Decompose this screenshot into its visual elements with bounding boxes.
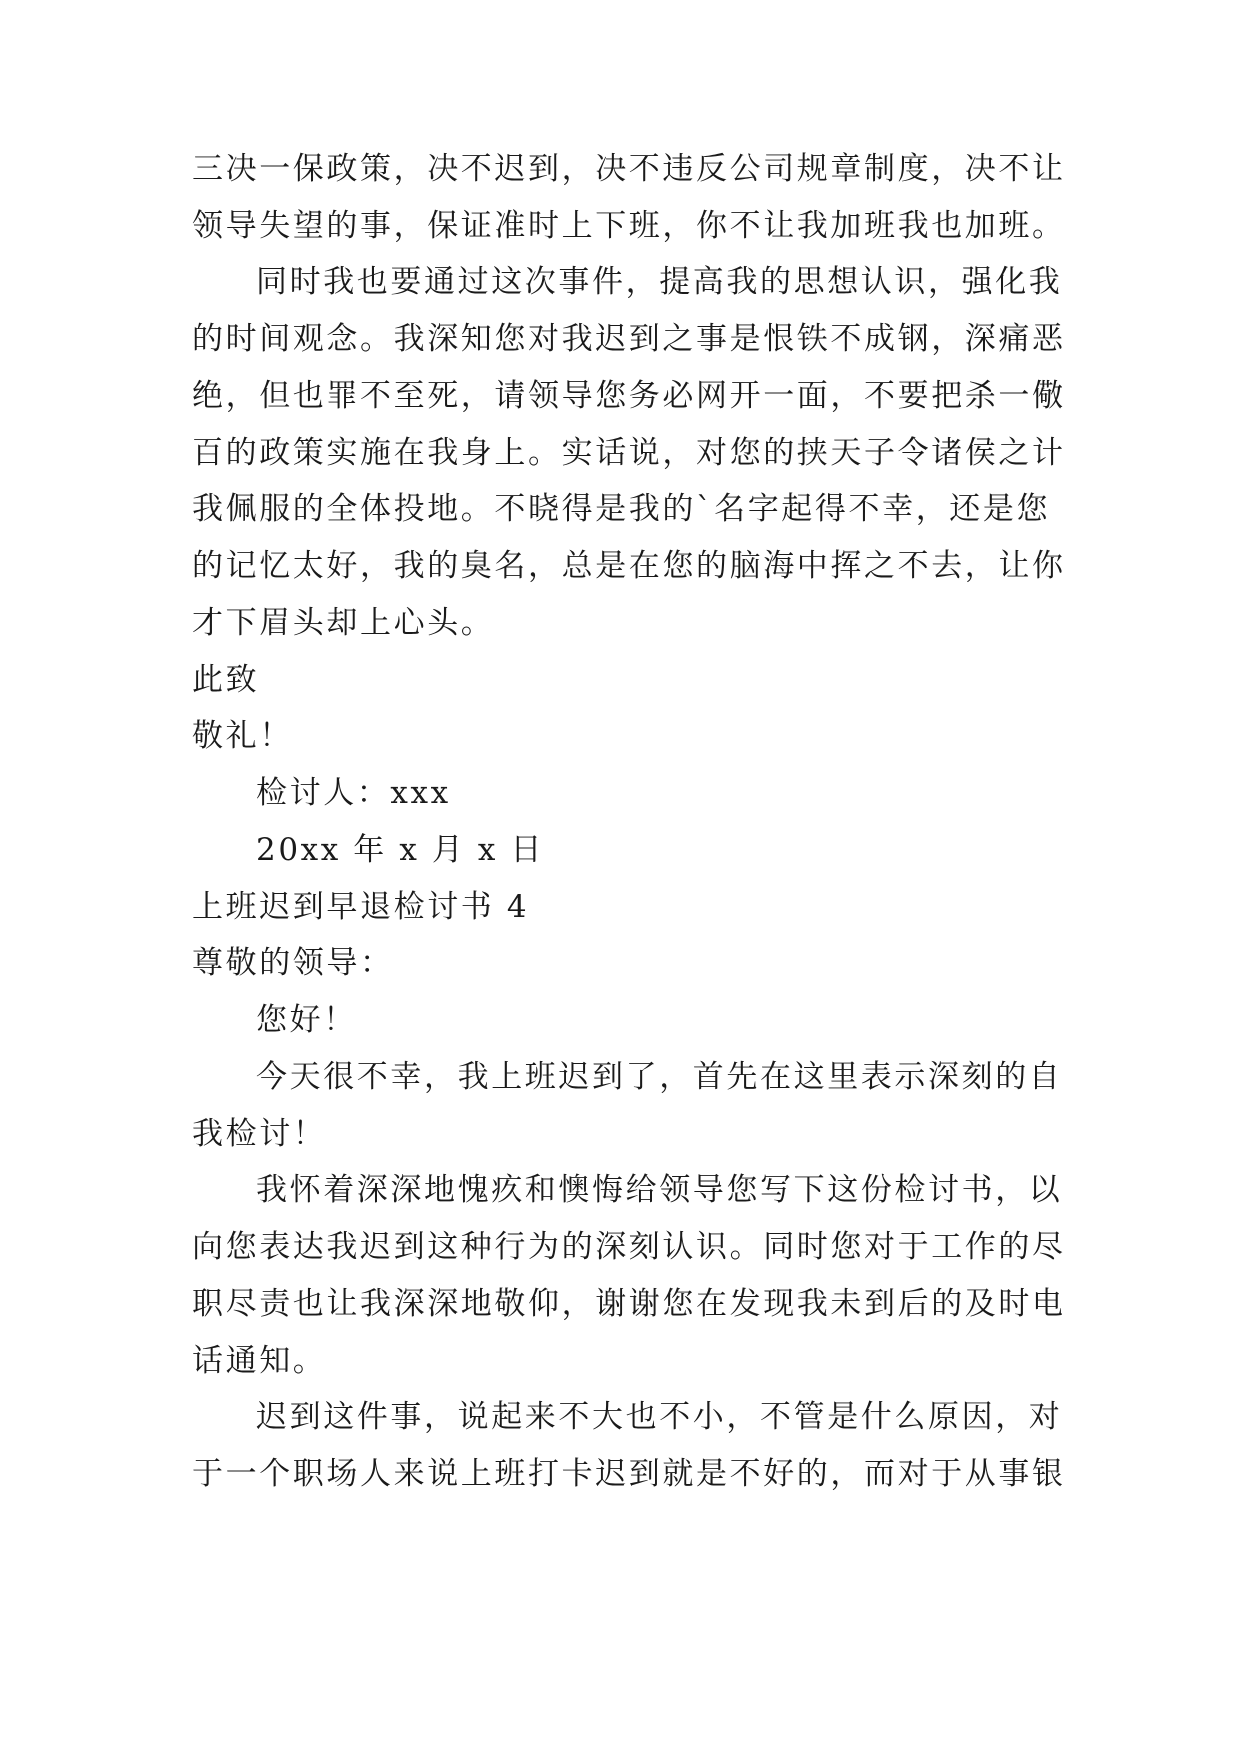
signature-name: 检讨人：xxx <box>256 775 451 811</box>
text-line: 的记忆太好，我的臭名，总是在您的脑海中挥之不去，让你 <box>192 548 1066 584</box>
paragraph-start-line: 迟到这件事，说起来不大也不小，不管是什么原因，对 <box>256 1399 1063 1435</box>
text-line: 绝，但也罪不至死，请领导您务必网开一面，不要把杀一儆 <box>192 378 1066 414</box>
closing-salutation: 此致 <box>192 662 260 698</box>
text-line: 我检讨！ <box>192 1116 327 1152</box>
greeting: 尊敬的领导： <box>192 945 394 981</box>
text-line: 领导失望的事，保证准时上下班，你不让我加班我也加班。 <box>192 208 1066 244</box>
text-line: 百的政策实施在我身上。实话说，对您的挟天子令诸侯之计 <box>192 435 1066 471</box>
paragraph-start-line: 同时我也要通过这次事件，提高我的思想认识，强化我 <box>256 264 1063 300</box>
greeting-hello: 您好！ <box>256 1002 357 1038</box>
closing-regards: 敬礼！ <box>192 718 293 754</box>
text-line: 于一个职场人来说上班打卡迟到就是不好的，而对于从事银 <box>192 1456 1066 1492</box>
text-line: 职尽责也让我深深地敬仰，谢谢您在发现我未到后的及时电 <box>192 1286 1066 1322</box>
signature-date: 20xx 年 x 月 x 日 <box>256 832 545 868</box>
text-line: 话通知。 <box>192 1343 327 1379</box>
text-line: 的时间观念。我深知您对我迟到之事是恨铁不成钢，深痛恶 <box>192 321 1066 357</box>
text-line: 向您表达我迟到这种行为的深刻认识。同时您对于工作的尽 <box>192 1229 1066 1265</box>
text-line: 才下眉头却上心头。 <box>192 605 495 641</box>
text-line: 我佩服的全体投地。不晓得是我的`名字起得不幸，还是您 <box>192 491 1051 527</box>
text-line: 三决一保政策，决不迟到，决不违反公司规章制度，决不让 <box>192 151 1066 187</box>
paragraph-start-line: 我怀着深深地愧疚和懊悔给领导您写下这份检讨书，以 <box>256 1172 1063 1208</box>
section-title: 上班迟到早退检讨书 4 <box>192 889 530 925</box>
paragraph-start-line: 今天很不幸，我上班迟到了，首先在这里表示深刻的自 <box>256 1059 1063 1095</box>
